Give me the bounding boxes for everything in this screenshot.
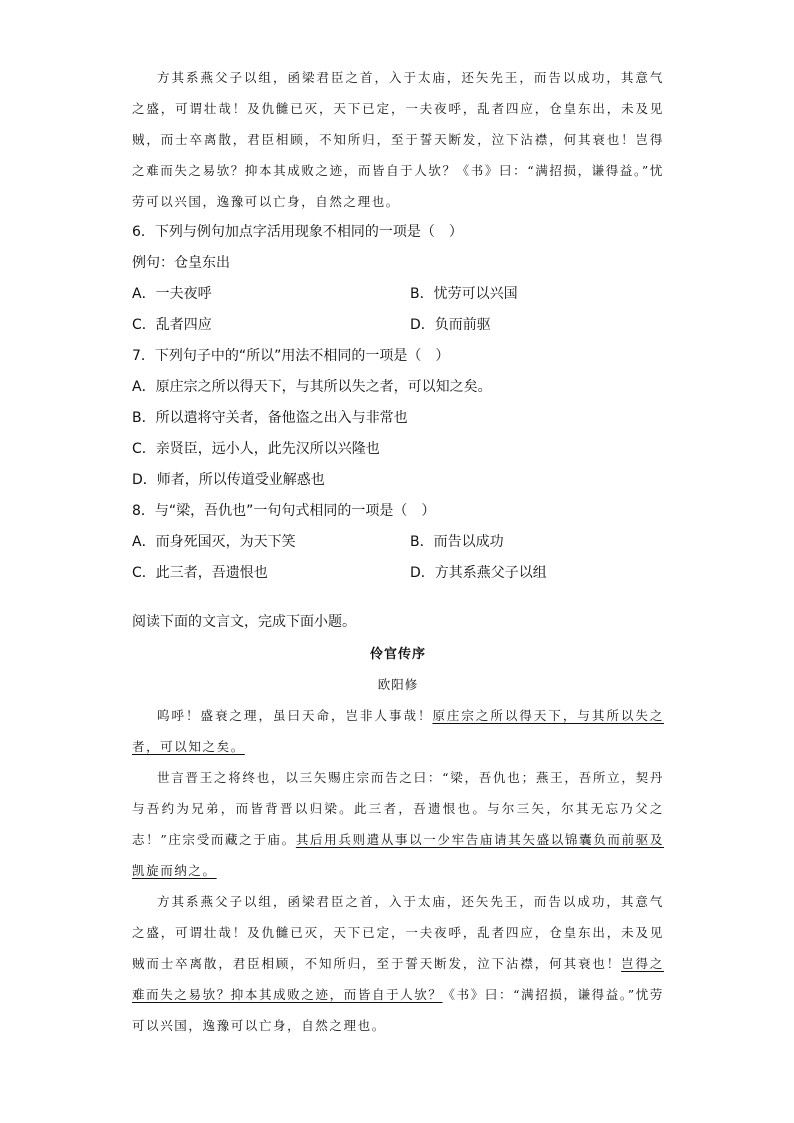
- q6-option-c: C．乱者四应: [132, 317, 212, 333]
- question-7-stem: 7．下列句子中的“所以”用法不相同的一项是（ ）: [132, 348, 450, 364]
- top-passage: 方其系燕父子以组，函梁君臣之首，入于太庙，还矢先王，而告以成功，其意气之盛，可谓壮哉！及仇雠已灭，天下已定，一夫夜呼，乱者四应，仓皇东出，未及见贼，而士卒离散，君臣相顾，不知所归，至于誓天断发，泣下沾襟，何其衰也！岂得之难而失之易欤？抑本其成败之迹，而皆自于人欤？《书》曰：“满招损，谦得益。”忧劳可以兴国，逸豫可以亡身，自然之理也。: [132, 70, 664, 209]
- p1-text: 呜呼！盛衰之理，虽曰天命，岂非人事哉！: [157, 708, 433, 723]
- p3-underlined-sentence: 岂得之难而失之易欤？抑本其成败之迹，而皆自于人欤？: [132, 956, 664, 1002]
- passage-body: [132, 700, 664, 1041]
- q6-option-b: B．忧劳可以兴国: [410, 286, 518, 302]
- question-6-example: 例句：仓皇东出: [132, 255, 230, 271]
- question-8-stem: 8．与“梁，吾仇也”一句句式相同的一项是（ ）: [132, 503, 436, 519]
- passage-title: 伶官传序: [369, 647, 426, 662]
- reading-instruction: 阅读下面的文言文，完成下面小题。: [132, 614, 356, 630]
- q8-option-c: C．此三者，吾遗恨也: [132, 565, 268, 581]
- q7-option-a: A．原庄宗之所以得天下，与其所以失之者，可以知之矣。: [132, 379, 492, 395]
- q7-option-c: C．亲贤臣，远小人，此先汉所以兴隆也: [132, 441, 380, 457]
- q7-option-d: D．师者，所以传道受业解惑也: [132, 472, 325, 488]
- p2-text: 世言晋王之将终也，以三矢赐庄宗而告之曰：“梁，吾仇也；燕王，吾所立，契丹与吾约为兄弟，而皆背晋以归梁。此三者，吾遗恨也。与尔三矢，尔其无忘乃父之志！”庄宗受而藏之于庙。: [132, 770, 664, 847]
- question-8-options: [132, 527, 664, 589]
- passage-paragraph-1: [132, 700, 664, 762]
- q8-option-d: D．方其系燕父子以组: [410, 565, 547, 581]
- passage-paragraph-2: [132, 762, 664, 886]
- q8-option-b: B．而告以成功: [410, 534, 504, 550]
- question-7-options: [132, 372, 664, 496]
- p2-underlined-sentence: 其后用兵则遣从事以一少牢告庙请其矢盛以锦囊负而前驱及凯旋而纳之。: [132, 832, 664, 878]
- p3-tail: 《书》曰：“满招损，谦得益。”忧劳可以兴国，逸豫可以亡身，自然之理也。: [132, 987, 664, 1033]
- question-6-stem: 6．下列与例句加点字活用现象不相同的一项是（ ）: [132, 224, 463, 240]
- passage-paragraph-3: [132, 886, 664, 1041]
- q8-option-a: A．而身死国灭，为天下笑: [132, 534, 296, 550]
- q6-option-d: D．负而前驱: [410, 317, 491, 333]
- p1-underlined-sentence: 原庄宗之所以得天下，与其所以失之者，可以知之矣。: [132, 708, 664, 754]
- question-6-options: [132, 279, 664, 341]
- q7-option-b: B．所以遣将守关者，备他盗之出入与非常也: [132, 410, 408, 426]
- passage-author: 欧阳修: [377, 677, 419, 692]
- p3-text: 方其系燕父子以组，函梁君臣之首，入于太庙，还矢先王，而告以成功，其意气之盛，可谓壮哉！及仇雠已灭，天下已定，一夫夜呼，乱者四应，仓皇东出，未及见贼而士卒离散，君臣相顾，不知所归，至于誓天断发，泣下沾襟，何其衰也！: [132, 894, 664, 971]
- q6-option-a: A．一夫夜呼: [132, 286, 212, 302]
